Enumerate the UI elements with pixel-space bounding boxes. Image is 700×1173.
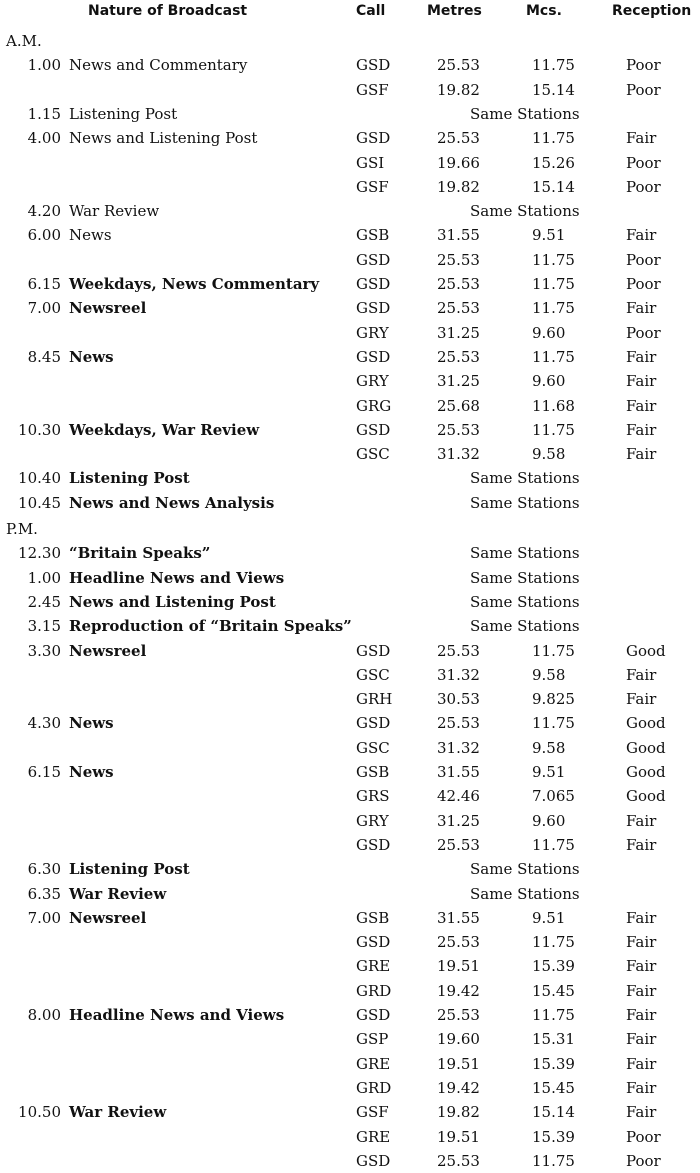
station-reception: Fair bbox=[626, 835, 657, 854]
station-mcs: 15.39 bbox=[532, 1127, 575, 1146]
station-call: GSD bbox=[356, 56, 391, 75]
station-mcs: 11.75 bbox=[532, 299, 575, 318]
station-metres: 25.53 bbox=[437, 347, 480, 366]
schedule-row bbox=[0, 736, 700, 760]
station-reception: Fair bbox=[626, 226, 657, 245]
header-metres: Metres bbox=[427, 3, 482, 19]
broadcast-time: 2.45 bbox=[27, 592, 61, 611]
station-metres: 25.53 bbox=[437, 1151, 480, 1170]
station-metres: 19.42 bbox=[437, 1078, 480, 1097]
station-mcs: 9.60 bbox=[532, 372, 566, 391]
pm-section-label bbox=[0, 517, 700, 541]
station-metres: 25.53 bbox=[437, 56, 480, 75]
station-call: GSF bbox=[356, 80, 389, 99]
broadcast-time: 10.45 bbox=[18, 493, 61, 512]
schedule-row bbox=[0, 53, 700, 77]
station-call: GSB bbox=[356, 908, 390, 927]
station-reception: Fair bbox=[626, 981, 657, 1000]
station-reception: Poor bbox=[626, 250, 661, 269]
station-call: GSB bbox=[356, 226, 390, 245]
station-metres: 19.51 bbox=[437, 1054, 480, 1073]
broadcast-time: 4.00 bbox=[27, 129, 61, 148]
broadcast-time: 3.15 bbox=[27, 617, 61, 636]
station-reception: Poor bbox=[626, 80, 661, 99]
schedule-row bbox=[0, 760, 700, 784]
station-reception: Poor bbox=[626, 1127, 661, 1146]
station-metres: 31.55 bbox=[437, 908, 480, 927]
broadcast-name: Weekdays, News Commentary bbox=[69, 275, 320, 293]
same-stations-note: Same Stations bbox=[470, 592, 580, 611]
schedule-row bbox=[0, 394, 700, 418]
schedule-row bbox=[0, 321, 700, 345]
schedule-row bbox=[0, 1149, 700, 1173]
station-call: GRE bbox=[356, 1054, 391, 1073]
station-reception: Fair bbox=[626, 347, 657, 366]
station-mcs: 15.14 bbox=[532, 80, 575, 99]
schedule-row bbox=[0, 711, 700, 735]
broadcast-name: War Review bbox=[69, 884, 167, 903]
station-reception: Poor bbox=[626, 56, 661, 75]
schedule-row bbox=[0, 930, 700, 954]
am-label: A.M. bbox=[6, 32, 42, 50]
schedule-row bbox=[0, 466, 700, 490]
schedule-row bbox=[0, 491, 700, 515]
station-call: GSD bbox=[356, 933, 391, 952]
broadcast-time: 6.00 bbox=[27, 226, 61, 245]
broadcast-name: News and Commentary bbox=[69, 56, 248, 75]
broadcast-name: Headline News and Views bbox=[69, 1006, 285, 1024]
station-call: GSD bbox=[356, 714, 391, 733]
schedule-row bbox=[0, 199, 700, 223]
station-reception: Fair bbox=[626, 811, 657, 830]
broadcast-name: News bbox=[69, 763, 114, 781]
station-mcs: 11.75 bbox=[532, 347, 575, 366]
broadcast-name: News bbox=[69, 347, 114, 366]
station-call: GSD bbox=[356, 250, 391, 269]
station-call: GSI bbox=[356, 153, 385, 172]
schedule-row bbox=[0, 78, 700, 102]
broadcast-name: Reproduction of “Britain Speaks” bbox=[69, 617, 352, 636]
station-call: GRE bbox=[356, 1127, 391, 1146]
station-call: GSB bbox=[356, 763, 390, 781]
station-reception: Good bbox=[626, 787, 666, 806]
station-metres: 42.46 bbox=[437, 787, 480, 806]
station-call: GSD bbox=[356, 641, 391, 660]
station-mcs: 15.26 bbox=[532, 153, 575, 172]
station-reception: Poor bbox=[626, 275, 661, 293]
broadcast-name: News bbox=[69, 714, 114, 733]
same-stations-note: Same Stations bbox=[470, 860, 580, 879]
station-metres: 25.53 bbox=[437, 714, 480, 733]
station-metres: 31.55 bbox=[437, 763, 480, 781]
station-call: GSC bbox=[356, 445, 390, 464]
schedule-row bbox=[0, 954, 700, 978]
schedule-row bbox=[0, 833, 700, 857]
station-reception: Good bbox=[626, 738, 666, 757]
station-mcs: 11.75 bbox=[532, 420, 575, 439]
schedule-row bbox=[0, 663, 700, 687]
station-mcs: 15.39 bbox=[532, 1054, 575, 1073]
schedule-row bbox=[0, 541, 700, 565]
schedule-row bbox=[0, 614, 700, 638]
station-reception: Fair bbox=[626, 372, 657, 391]
station-metres: 31.25 bbox=[437, 323, 480, 342]
station-call: GRY bbox=[356, 372, 389, 391]
schedule-row bbox=[0, 442, 700, 466]
station-metres: 31.25 bbox=[437, 372, 480, 391]
station-mcs: 9.60 bbox=[532, 811, 566, 830]
station-reception: Fair bbox=[626, 1006, 657, 1024]
station-reception: Fair bbox=[626, 1030, 657, 1049]
schedule-row bbox=[0, 809, 700, 833]
station-metres: 25.68 bbox=[437, 396, 480, 415]
same-stations-note: Same Stations bbox=[470, 104, 580, 123]
station-mcs: 9.58 bbox=[532, 665, 566, 684]
schedule-row bbox=[0, 882, 700, 906]
station-reception: Poor bbox=[626, 323, 661, 342]
station-metres: 19.82 bbox=[437, 177, 480, 196]
header-call: Call bbox=[356, 3, 386, 19]
station-reception: Fair bbox=[626, 1103, 657, 1122]
broadcast-name: Newsreel bbox=[69, 908, 147, 927]
same-stations-note: Same Stations bbox=[470, 202, 580, 221]
broadcast-name: Listening Post bbox=[69, 469, 190, 488]
broadcast-time: 1.00 bbox=[27, 56, 61, 75]
station-call: GSD bbox=[356, 1006, 391, 1024]
same-stations-note: Same Stations bbox=[470, 617, 580, 636]
station-metres: 19.66 bbox=[437, 153, 480, 172]
station-call: GSD bbox=[356, 347, 391, 366]
broadcast-time: 7.00 bbox=[27, 908, 61, 927]
broadcast-name: “Britain Speaks” bbox=[69, 544, 211, 563]
station-metres: 19.51 bbox=[437, 957, 480, 976]
station-call: GRY bbox=[356, 323, 389, 342]
same-stations-note: Same Stations bbox=[470, 568, 580, 587]
broadcast-time: 10.40 bbox=[18, 469, 61, 488]
schedule-row bbox=[0, 369, 700, 393]
station-call: GSD bbox=[356, 299, 391, 318]
station-mcs: 11.75 bbox=[532, 129, 575, 148]
station-metres: 25.53 bbox=[437, 1006, 480, 1024]
station-call: GRD bbox=[356, 1078, 392, 1097]
pm-label: P.M. bbox=[6, 520, 38, 538]
station-mcs: 15.45 bbox=[532, 1078, 575, 1097]
broadcast-time: 6.30 bbox=[27, 860, 61, 879]
station-mcs: 11.75 bbox=[532, 641, 575, 660]
station-mcs: 15.39 bbox=[532, 957, 575, 976]
broadcast-name: News bbox=[69, 226, 112, 245]
schedule-row bbox=[0, 102, 700, 126]
station-reception: Good bbox=[626, 641, 666, 660]
station-reception: Poor bbox=[626, 177, 661, 196]
same-stations-note: Same Stations bbox=[470, 469, 580, 488]
schedule-row bbox=[0, 687, 700, 711]
schedule-row bbox=[0, 1003, 700, 1027]
schedule-row bbox=[0, 784, 700, 808]
station-mcs: 11.75 bbox=[532, 933, 575, 952]
broadcast-time: 7.00 bbox=[27, 299, 61, 318]
station-call: GRD bbox=[356, 981, 392, 1000]
station-reception: Poor bbox=[626, 153, 661, 172]
station-call: GRY bbox=[356, 811, 389, 830]
header-reception: Reception bbox=[612, 3, 692, 19]
station-mcs: 15.31 bbox=[532, 1030, 575, 1049]
station-call: GSD bbox=[356, 420, 391, 439]
station-metres: 31.32 bbox=[437, 738, 480, 757]
station-reception: Fair bbox=[626, 396, 657, 415]
same-stations-note: Same Stations bbox=[470, 884, 580, 903]
station-reception: Fair bbox=[626, 933, 657, 952]
broadcast-name: Listening Post bbox=[69, 104, 178, 123]
station-reception: Poor bbox=[626, 1151, 661, 1170]
schedule-row bbox=[0, 639, 700, 663]
broadcast-time: 8.00 bbox=[27, 1006, 61, 1024]
broadcast-time: 4.20 bbox=[27, 202, 61, 221]
station-metres: 31.55 bbox=[437, 226, 480, 245]
station-mcs: 9.60 bbox=[532, 323, 566, 342]
station-reception: Good bbox=[626, 763, 666, 781]
station-mcs: 11.75 bbox=[532, 1151, 575, 1170]
same-stations-note: Same Stations bbox=[470, 493, 580, 512]
station-mcs: 15.45 bbox=[532, 981, 575, 1000]
station-metres: 25.53 bbox=[437, 933, 480, 952]
station-mcs: 15.14 bbox=[532, 177, 575, 196]
schedule-row bbox=[0, 223, 700, 247]
schedule-row bbox=[0, 272, 700, 296]
station-mcs: 9.51 bbox=[532, 226, 566, 245]
station-metres: 25.53 bbox=[437, 641, 480, 660]
station-mcs: 11.75 bbox=[532, 835, 575, 854]
schedule-row bbox=[0, 857, 700, 881]
schedule-row bbox=[0, 248, 700, 272]
station-call: GRH bbox=[356, 690, 393, 709]
broadcast-name: News and Listening Post bbox=[69, 592, 276, 611]
station-metres: 19.42 bbox=[437, 981, 480, 1000]
broadcast-name: War Review bbox=[69, 202, 160, 221]
schedule-row bbox=[0, 590, 700, 614]
station-mcs: 9.58 bbox=[532, 738, 566, 757]
station-reception: Fair bbox=[626, 129, 657, 148]
station-reception: Good bbox=[626, 714, 666, 733]
schedule-row bbox=[0, 151, 700, 175]
station-mcs: 11.75 bbox=[532, 56, 575, 75]
broadcast-name: Newsreel bbox=[69, 641, 147, 660]
station-call: GRE bbox=[356, 957, 391, 976]
station-reception: Fair bbox=[626, 445, 657, 464]
station-mcs: 7.065 bbox=[532, 787, 575, 806]
station-call: GRG bbox=[356, 396, 392, 415]
station-mcs: 15.14 bbox=[532, 1103, 575, 1122]
schedule-row bbox=[0, 906, 700, 930]
broadcast-name: Newsreel bbox=[69, 299, 147, 318]
broadcast-name: War Review bbox=[69, 1103, 167, 1122]
schedule-row bbox=[0, 1076, 700, 1100]
header-nature: Nature of Broadcast bbox=[88, 3, 248, 19]
schedule-row bbox=[0, 175, 700, 199]
broadcast-time: 4.30 bbox=[27, 714, 61, 733]
same-stations-note: Same Stations bbox=[470, 544, 580, 563]
header-mcs: Mcs. bbox=[526, 3, 562, 19]
station-call: GSD bbox=[356, 1151, 391, 1170]
broadcast-time: 12.30 bbox=[18, 544, 61, 563]
station-reception: Fair bbox=[626, 957, 657, 976]
schedule-row bbox=[0, 126, 700, 150]
broadcast-time: 8.45 bbox=[27, 347, 61, 366]
station-call: GSF bbox=[356, 1103, 389, 1122]
station-metres: 19.82 bbox=[437, 1103, 480, 1122]
broadcast-time: 1.00 bbox=[27, 568, 61, 587]
station-metres: 31.32 bbox=[437, 665, 480, 684]
am-section-label bbox=[0, 29, 700, 53]
schedule-row bbox=[0, 296, 700, 320]
station-call: GSF bbox=[356, 177, 389, 196]
station-metres: 19.51 bbox=[437, 1127, 480, 1146]
station-mcs: 11.75 bbox=[532, 250, 575, 269]
station-metres: 25.53 bbox=[437, 299, 480, 318]
station-call: GSD bbox=[356, 275, 391, 293]
schedule-row bbox=[0, 1027, 700, 1051]
station-call: GSP bbox=[356, 1030, 389, 1049]
broadcast-name: Headline News and Views bbox=[69, 568, 285, 587]
station-call: GSC bbox=[356, 665, 390, 684]
station-metres: 25.53 bbox=[437, 835, 480, 854]
schedule-row bbox=[0, 1125, 700, 1149]
station-reception: Fair bbox=[626, 665, 657, 684]
station-call: GSD bbox=[356, 129, 391, 148]
schedule-row bbox=[0, 345, 700, 369]
station-reception: Fair bbox=[626, 299, 657, 318]
station-metres: 19.82 bbox=[437, 80, 480, 99]
station-reception: Fair bbox=[626, 1054, 657, 1073]
broadcast-name: News and News Analysis bbox=[69, 493, 275, 512]
schedule-row bbox=[0, 1052, 700, 1076]
station-mcs: 9.58 bbox=[532, 445, 566, 464]
station-metres: 25.53 bbox=[437, 250, 480, 269]
station-reception: Fair bbox=[626, 420, 657, 439]
schedule-row bbox=[0, 418, 700, 442]
broadcast-name: News and Listening Post bbox=[69, 129, 258, 148]
broadcast-time: 6.35 bbox=[27, 884, 61, 903]
schedule-row bbox=[0, 1100, 700, 1124]
broadcast-name: Listening Post bbox=[69, 860, 190, 879]
broadcast-time: 1.15 bbox=[27, 104, 61, 123]
broadcast-time: 6.15 bbox=[27, 763, 61, 781]
schedule-row bbox=[0, 566, 700, 590]
broadcast-time: 10.50 bbox=[18, 1103, 61, 1122]
station-mcs: 11.75 bbox=[532, 1006, 575, 1024]
broadcast-name: Weekdays, War Review bbox=[69, 420, 260, 439]
station-metres: 30.53 bbox=[437, 690, 480, 709]
station-reception: Fair bbox=[626, 690, 657, 709]
station-metres: 31.32 bbox=[437, 445, 480, 464]
station-mcs: 9.51 bbox=[532, 908, 566, 927]
station-metres: 25.53 bbox=[437, 420, 480, 439]
station-mcs: 9.51 bbox=[532, 763, 566, 781]
station-call: GRS bbox=[356, 787, 390, 806]
station-mcs: 11.68 bbox=[532, 396, 575, 415]
station-metres: 31.25 bbox=[437, 811, 480, 830]
station-reception: Fair bbox=[626, 1078, 657, 1097]
broadcast-time: 3.30 bbox=[27, 641, 61, 660]
station-reception: Fair bbox=[626, 908, 657, 927]
station-metres: 25.53 bbox=[437, 129, 480, 148]
schedule-row bbox=[0, 979, 700, 1003]
station-call: GSD bbox=[356, 835, 391, 854]
station-mcs: 11.75 bbox=[532, 275, 575, 293]
station-mcs: 11.75 bbox=[532, 714, 575, 733]
station-metres: 19.60 bbox=[437, 1030, 480, 1049]
station-call: GSC bbox=[356, 738, 390, 757]
broadcast-time: 10.30 bbox=[18, 420, 61, 439]
broadcast-time: 6.15 bbox=[27, 275, 61, 293]
station-metres: 25.53 bbox=[437, 275, 480, 293]
station-mcs: 9.825 bbox=[532, 690, 575, 709]
